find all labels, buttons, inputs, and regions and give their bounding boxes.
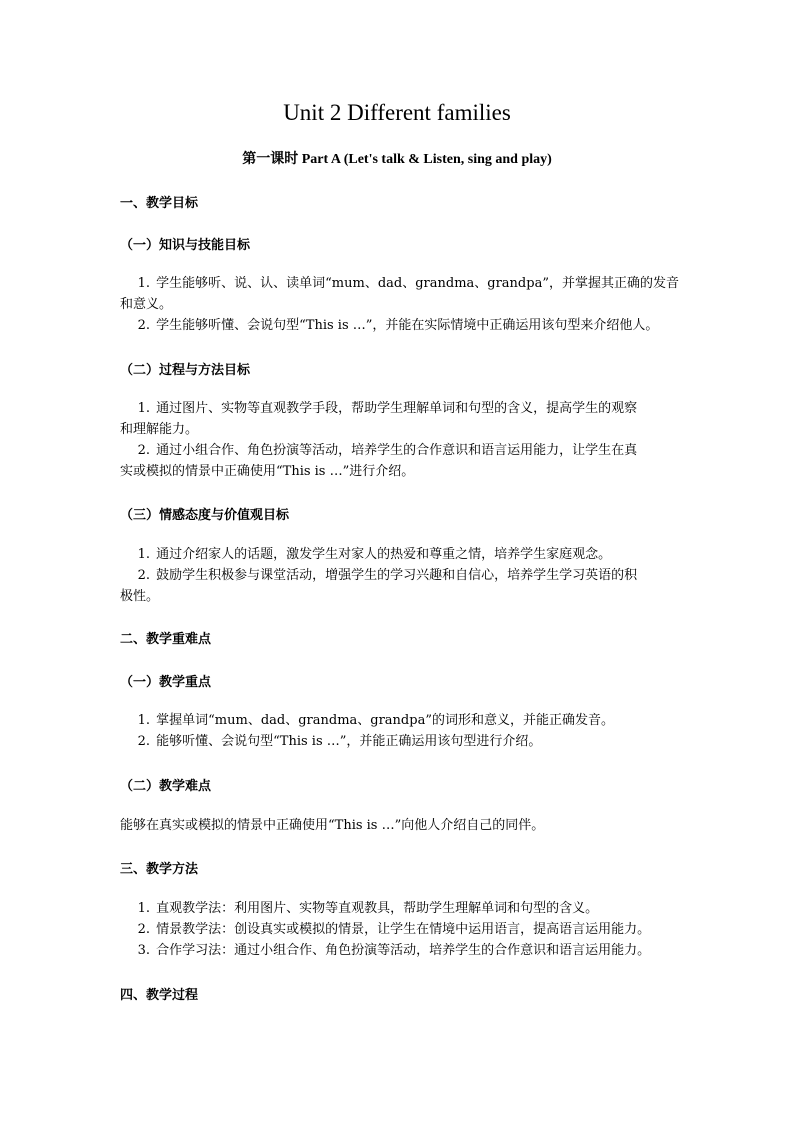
list-item: 2. 学生能够听懂、会说句型“This is …”，并能在实际情境中正确运用该句型来介绍他人。 bbox=[120, 315, 676, 336]
list-item: 2. 鼓励学生积极参与课堂活动，增强学生的学习兴趣和自信心，培养学生学习英语的积 极性。 bbox=[120, 565, 676, 607]
subheading-knowledge-skills: （一）知识与技能目标 bbox=[120, 238, 251, 253]
paragraph: 能够在真实或模拟的情景中正确使用“This is …”向他人介绍自己的同伴。 bbox=[120, 818, 545, 833]
subheading-emotions-values: （三）情感态度与价值观目标 bbox=[120, 508, 290, 523]
list-number: 1. bbox=[137, 401, 150, 416]
list-number: 2. bbox=[137, 443, 150, 458]
document-title: Unit 2 Different families bbox=[283, 100, 511, 125]
section-heading-methods: 三、教学方法 bbox=[120, 862, 199, 877]
list-number: 2. bbox=[137, 318, 150, 333]
list-number: 1. bbox=[137, 276, 150, 291]
list-number: 1. bbox=[137, 547, 150, 562]
list-number: 1. bbox=[137, 901, 150, 916]
list-item: 1. 通过介绍家人的话题，激发学生对家人的热爱和尊重之情，培养学生家庭观念。 bbox=[120, 544, 676, 565]
list-item: 2. 情景教学法：创设真实或模拟的情景，让学生在情境中运用语言，提高语言运用能力。 bbox=[120, 919, 676, 940]
list-item: 2. 通过小组合作、角色扮演等活动，培养学生的合作意识和语言运用能力，让学生在真 实或模拟的情景中正确使用“This is …”进行介绍。 bbox=[120, 440, 676, 482]
list-item: 1. 通过图片、实物等直观教学手段，帮助学生理解单词和句型的含义，提高学生的观察 和理解能力。 bbox=[120, 398, 676, 440]
list-number: 1. bbox=[137, 713, 150, 728]
list-item: 1. 掌握单词“mum、dad、grandma、grandpa”的词形和意义，并能正确发音。 bbox=[120, 710, 676, 731]
subheading-process-methods: （二）过程与方法目标 bbox=[120, 363, 251, 378]
list-number: 2. bbox=[137, 568, 150, 583]
subheading-key-points: （一）教学重点 bbox=[120, 675, 212, 690]
list-number: 2. bbox=[137, 734, 150, 749]
section-heading-key-difficult: 二、教学重难点 bbox=[120, 632, 212, 647]
section-heading-objectives: 一、教学目标 bbox=[120, 196, 199, 211]
list-item: 2. 能够听懂、会说句型“This is …”，并能正确运用该句型进行介绍。 bbox=[120, 731, 676, 752]
list-item: 3. 合作学习法：通过小组合作、角色扮演等活动，培养学生的合作意识和语言运用能力。 bbox=[120, 940, 676, 961]
list-item: 1. 直观教学法：利用图片、实物等直观教具，帮助学生理解单词和句型的含义。 bbox=[120, 898, 676, 919]
list-number: 2. bbox=[137, 922, 150, 937]
list-number: 3. bbox=[137, 943, 150, 958]
section-heading-process: 四、教学过程 bbox=[120, 988, 199, 1003]
list-item: 1. 学生能够听、说、认、读单词“mum、dad、grandma、grandpa”，并掌握其正确的发音 和意义。 bbox=[120, 273, 676, 315]
document-subtitle: 第一课时 Part A (Let's talk & Listen, sing and play) bbox=[242, 152, 552, 167]
subheading-difficult-points: （二）教学难点 bbox=[120, 779, 212, 794]
